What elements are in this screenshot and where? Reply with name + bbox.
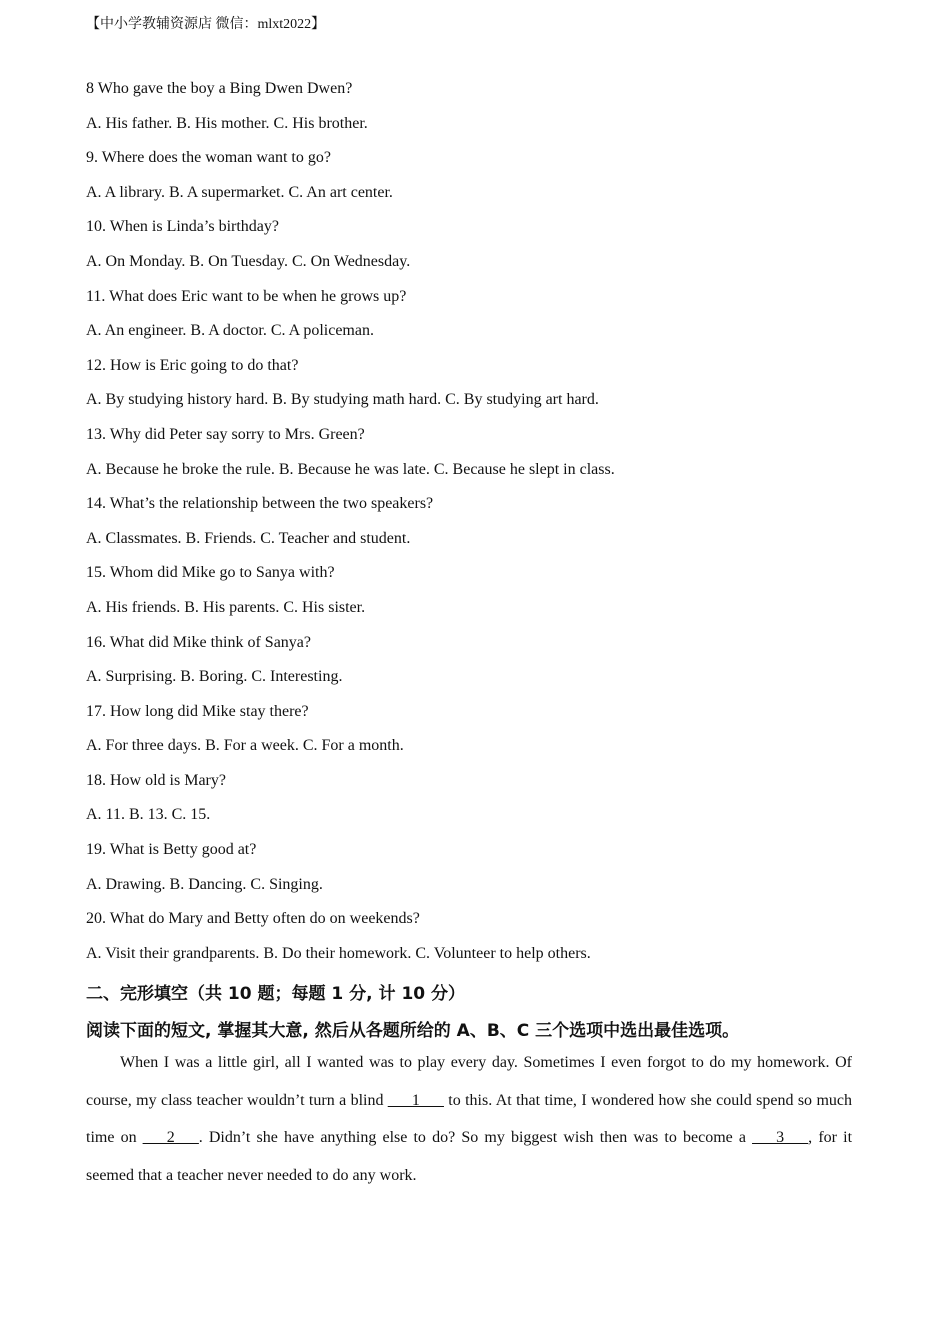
- passage-paragraph: [86, 1044, 852, 1194]
- question-12: 12. How is Eric going to do that?: [86, 356, 299, 374]
- options-16: A. Surprising. B. Boring. C. Interesting.: [86, 668, 343, 686]
- options-17: A. For three days. B. For a week. C. For a month.: [86, 737, 404, 755]
- passage-text-1: When I was a little girl, all I wanted was to play every day. Sometimes I even forgot to do my homework. Of course, my class teacher wouldn’t turn a blind: [86, 1054, 852, 1109]
- question-11: 11. What does Eric want to be when he grows up?: [86, 287, 407, 305]
- blank-1: ___1___: [387, 1091, 444, 1109]
- question-14: 14. What’s the relationship between the two speakers?: [86, 495, 434, 513]
- passage-text-2: to this. At that time, I wondered how she could spend so much time on: [86, 1091, 852, 1146]
- section-title: 二、完形填空（共 10 题；每题 1 分, 计 10 分）: [86, 984, 466, 1004]
- cloze-passage: [86, 1044, 852, 1194]
- blank-3: ___3___: [752, 1129, 809, 1146]
- options-20: A. Visit their grandparents. B. Do their homework. C. Volunteer to help others.: [86, 944, 591, 962]
- blank-2: ___2___: [142, 1129, 199, 1146]
- options-15: A. His friends. B. His parents. C. His sister.: [86, 598, 366, 616]
- question-10: 10. When is Linda’s birthday?: [86, 218, 279, 236]
- page-header: 【中小学教辅资源店 微信：mlxt2022】: [86, 17, 326, 32]
- options-11: A. An engineer. B. A doctor. C. A policeman.: [86, 322, 374, 340]
- section-instruction: 阅读下面的短文, 掌握其大意, 然后从各题所给的 A、B、C 三个选项中选出最佳选项。: [86, 1021, 740, 1041]
- question-15: 15. Whom did Mike go to Sanya with?: [86, 564, 335, 582]
- options-12: A. By studying history hard. B. By studying math hard. C. By studying art hard.: [86, 391, 599, 409]
- options-18: A. 11. B. 13. C. 15.: [86, 806, 211, 824]
- passage-text-4: , for it seemed that a teacher never needed to do any work.: [86, 1129, 853, 1184]
- question-8: 8 Who gave the boy a Bing Dwen Dwen?: [86, 80, 353, 97]
- question-list: [86, 79, 866, 978]
- question-20: 20. What do Mary and Betty often do on weekends?: [86, 910, 420, 928]
- question-19: 19. What is Betty good at?: [86, 841, 257, 859]
- options-10: A. On Monday. B. On Tuesday. C. On Wednesday.: [86, 252, 411, 270]
- question-16: 16. What did Mike think of Sanya?: [86, 633, 311, 651]
- options-8: A. His father. B. His mother. C. His brother.: [86, 114, 368, 132]
- options-9: A. A library. B. A supermarket. C. An art center.: [86, 183, 393, 201]
- question-13: 13. Why did Peter say sorry to Mrs. Green?: [86, 425, 365, 443]
- question-9: 9. Where does the woman want to go?: [86, 149, 331, 167]
- options-19: A. Drawing. B. Dancing. C. Singing.: [86, 875, 323, 893]
- options-13: A. Because he broke the rule. B. Because he was late. C. Because he slept in class.: [86, 460, 615, 478]
- options-14: A. Classmates. B. Friends. C. Teacher and student.: [86, 529, 411, 547]
- passage-text-3: . Didn’t she have anything else to do? So my biggest wish then was to become a: [198, 1129, 753, 1146]
- question-17: 17. How long did Mike stay there?: [86, 702, 309, 720]
- question-18: 18. How old is Mary?: [86, 771, 226, 789]
